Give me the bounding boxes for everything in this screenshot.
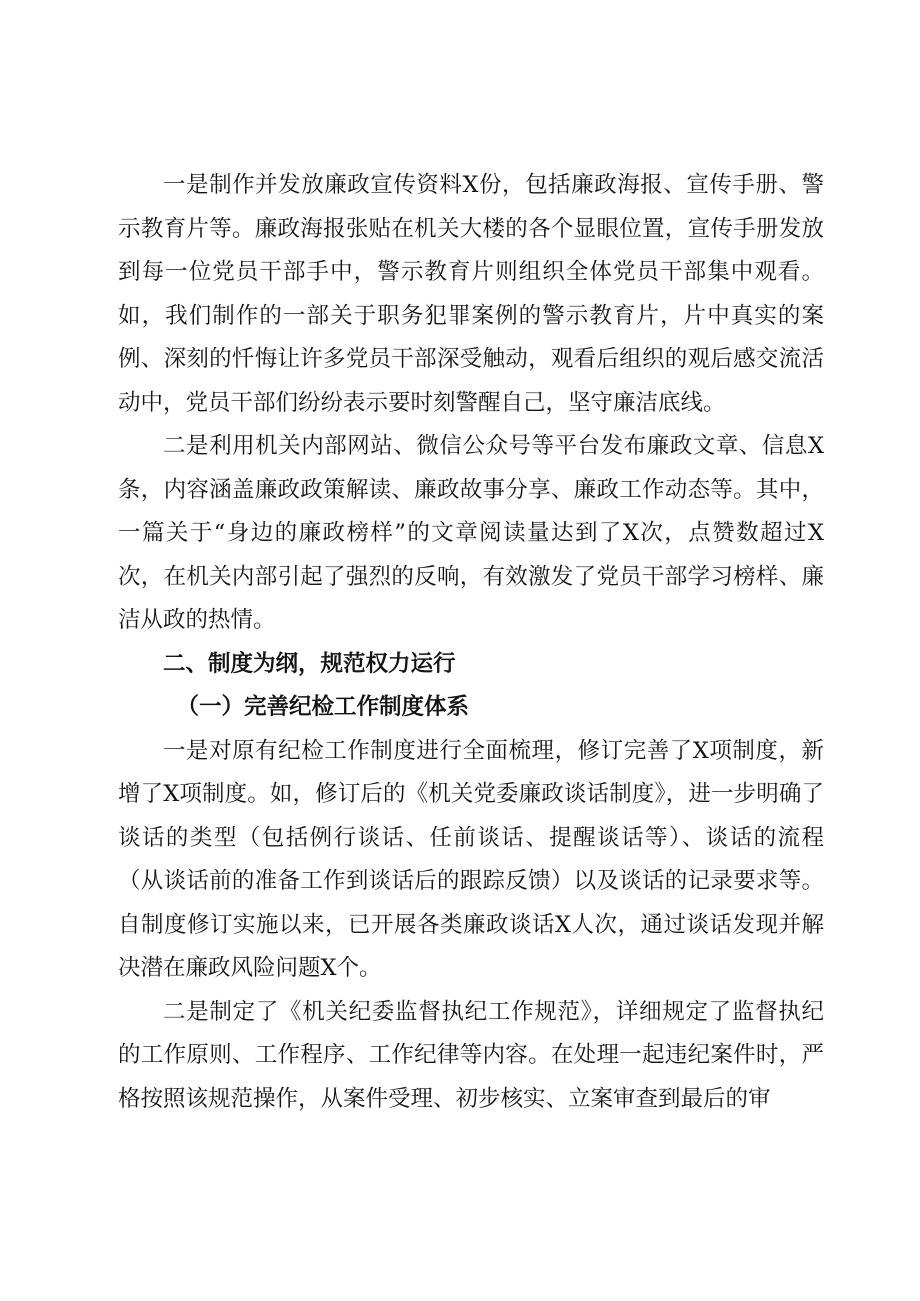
paragraph-publicity-materials: 一是制作并发放廉政宣传资料X份，包括廉政海报、宣传手册、警示教育片等。廉政海报张贴在机关大楼的各个显眼位置，宣传手册发放到每一位党员干部手中，警示教育片则组织全体党员干部集中观看。如，我们制作的一部关于职务犯罪案例的警示教育片，片中真实的案例、深刻的忏悔让许多党员干部深受触动，观看后组织的观后感交流活动中，党员干部们纷纷表示要时刻警醒自己，坚守廉洁底线。 — [118, 172, 824, 416]
section-heading: 二、制度为纲，规范权力运行 — [163, 650, 456, 677]
paragraph-system-revision: 一是对原有纪检工作制度进行全面梳理，修订完善了X项制度，新增了X项制度。如，修订后的《机关党委廉政谈话制度》，进一步明确了谈话的类型（包括例行谈话、任前谈话、提醒谈话等）、谈话的流程（从谈话前的准备工作到谈话后的跟踪反馈）以及谈话的记录要求等。自制度修订实施以来，已开展各类廉政谈话X人次，通过谈话发现并解决潜在廉政风险问题X个。 — [118, 737, 824, 981]
paragraph-supervision-norms: 二是制定了《机关纪委监督执纪工作规范》，详细规定了监督执纪的工作原则、工作程序、工作纪律等内容。在处理一起违纪案件时，严格按照该规范操作，从案件受理、初步核实、立案审查到最后的审 — [118, 998, 824, 1112]
subsection-heading: （一）完善纪检工作制度体系 — [176, 694, 470, 720]
document-body — [118, 164, 824, 1121]
paragraph-online-platforms: 二是利用机关内部网站、微信公众号等平台发布廉政文章、信息X条，内容涵盖廉政政策解读、廉政故事分享、廉政工作动态等。其中，一篇关于“身边的廉政榜样”的文章阅读量达到了X次，点赞数超过X次，在机关内部引起了强烈的反响，有效激发了党员干部学习榜样、廉洁从政的热情。 — [118, 433, 824, 633]
